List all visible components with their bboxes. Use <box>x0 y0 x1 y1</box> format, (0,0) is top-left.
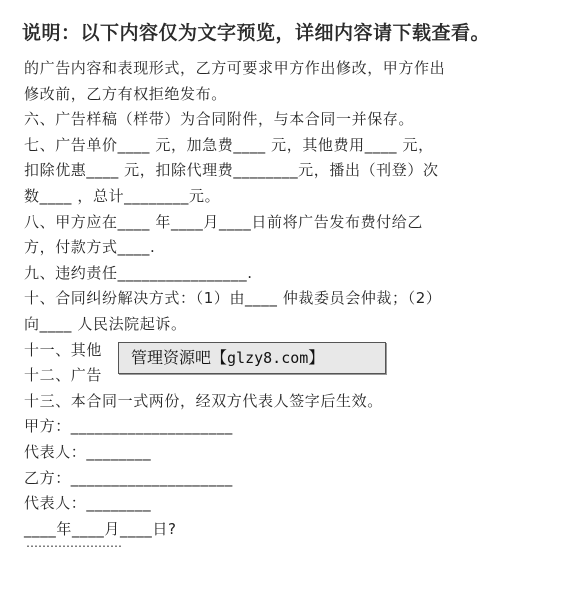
representative-b-line: 代表人：________ <box>24 494 152 513</box>
clause-9: 九、违约责任________________. <box>24 263 253 282</box>
clause-12: 十二、广告 <box>24 366 103 385</box>
body-line: 方，付款方式____. <box>24 238 156 257</box>
body-line: 修改前，乙方有权拒绝发布。 <box>24 84 227 103</box>
representative-a-line: 代表人：________ <box>24 442 152 461</box>
watermark-prefix: 管理资源吧【 <box>131 348 228 367</box>
clause-13: 十三、本合同一式两份，经双方代表人签字后生效。 <box>24 391 383 410</box>
clause-10: 十、合同纠纷解决方式：（1）由____ 仲裁委员会仲裁；（2） <box>24 289 442 308</box>
clause-8: 八、甲方应在____ 年____月____日前将广告发布费付给乙 <box>24 212 423 231</box>
watermark-label <box>118 342 386 374</box>
date-line: ____年____月____日? <box>24 519 177 538</box>
watermark-suffix: 】 <box>308 348 325 367</box>
clause-7: 七、广告单价____ 元，加急费____ 元，其他费用____ 元， <box>24 135 434 154</box>
preview-notice: 说明：以下内容仅为文字预览，详细内容请下载查看。 <box>22 22 491 44</box>
party-b-line: 乙方：____________________ <box>24 468 233 487</box>
body-line: 的广告内容和表现形式，乙方可要求甲方作出修改，甲方作出 <box>24 59 446 77</box>
party-a-line: 甲方：____________________ <box>24 417 233 436</box>
document-body <box>24 56 554 542</box>
clause-11: 十一、其他 <box>24 340 103 359</box>
watermark-site: glzy8.com <box>227 349 309 367</box>
body-line: 向____ 人民法院起诉。 <box>24 314 187 333</box>
clause-6: 六、广告样稿（样带）为合同附件，与本合同一并保存。 <box>24 110 415 129</box>
ellipsis-dots: …………………… <box>26 536 122 550</box>
body-line: 数____ ，总计________元。 <box>24 186 221 205</box>
body-line: 扣除优惠____ 元，扣除代理费________元，播出（刊登）次 <box>24 161 439 180</box>
